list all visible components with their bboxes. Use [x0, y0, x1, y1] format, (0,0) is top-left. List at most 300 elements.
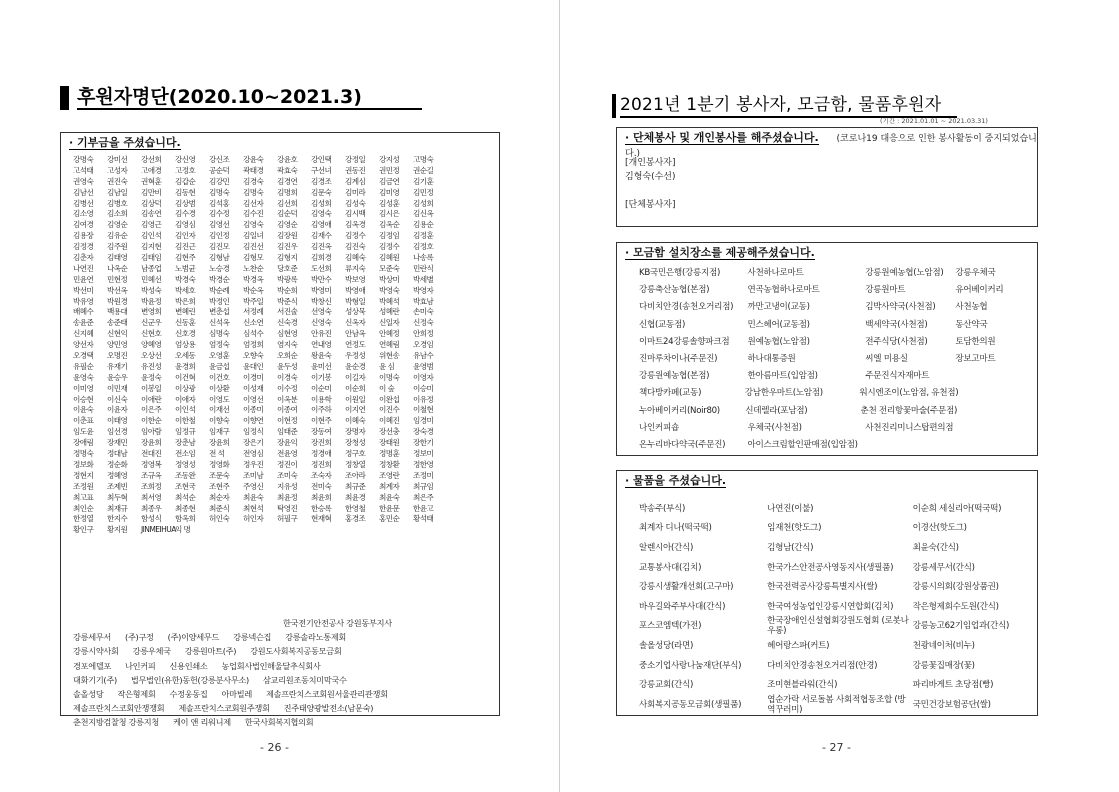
name-row: [73, 209, 491, 220]
donor-name: 신영숙: [311, 318, 332, 328]
goods-donor: 한국여성농업인강릉시연합회(김치): [767, 601, 894, 612]
location-name: 민스헤어(교동점): [747, 319, 810, 330]
donor-name: 김인석: [141, 231, 162, 241]
donor-name: 선영숙: [311, 307, 332, 317]
location-name: [957, 403, 1029, 420]
donor-name: 최윤숙: [243, 492, 264, 502]
donor-name: 윤승우: [107, 372, 128, 382]
donor-name: 이주하: [311, 405, 332, 415]
institution-row: [73, 701, 491, 715]
location-name: 사천농협: [955, 302, 988, 313]
donor-name: 이기봉: [311, 372, 332, 382]
donor-name: 장선충: [379, 427, 400, 437]
institution-name: 한국사회복지협의회: [244, 717, 314, 728]
donor-name: 김미영: [379, 187, 400, 197]
donor-name: 이건호: [209, 372, 230, 382]
donor-name: 이경미: [243, 372, 264, 382]
institution-name: 제솔프란치스코회원서울관리관쟁회: [265, 688, 388, 699]
donor-name: 이한철: [175, 416, 196, 426]
donor-name: 김수진: [243, 209, 264, 219]
institution-row: [73, 715, 491, 729]
donor-name: 권순길: [413, 165, 434, 175]
donor-name: [311, 525, 345, 536]
donor-name: 김형남: [209, 253, 230, 263]
location-name: 백세약국(사천점): [865, 319, 928, 330]
donor-name: 장진희: [311, 438, 332, 448]
location-row: [639, 317, 1029, 334]
goods-donor: 바우길와주부사대(간식): [639, 601, 726, 612]
location-name: 강릉원마트: [865, 285, 906, 296]
donor-name: 임선경: [107, 427, 128, 437]
donor-name: 허인숙: [209, 514, 230, 524]
institution-name: 농업회사법인해울달추식회사: [221, 660, 321, 671]
donor-name: 김계심: [345, 176, 366, 186]
donor-name: 이성재: [243, 383, 264, 393]
donor-name: 정창열: [345, 459, 366, 469]
name-row: [73, 166, 491, 177]
donor-name: 강미선: [107, 155, 128, 164]
name-row: [73, 329, 491, 340]
institution-name: 강원도사회복지공동모금회: [250, 646, 342, 657]
institution-name: 삼교리원조동치미막국수: [262, 674, 347, 685]
donor-name: [277, 525, 311, 536]
donor-name: 송준태: [107, 318, 128, 328]
location-row: [639, 420, 1029, 437]
title-bar-icon: [612, 94, 616, 118]
donor-name: 김춘자: [73, 253, 94, 263]
donor-name: 정보미: [413, 449, 434, 459]
right-page-number: - 27 -: [822, 741, 851, 754]
donor-name: 김기훈: [413, 176, 434, 186]
donor-name: 박윤정: [141, 296, 162, 306]
donor-name: 김영애: [311, 220, 332, 230]
donor-name: 박순희: [277, 285, 298, 295]
donor-name: 이경숙: [277, 372, 298, 382]
donor-name: 최종현: [175, 503, 196, 513]
goods-donor: 엽순가락 서로돌봄 사회적협동조합 (방역꾸러미): [767, 694, 906, 715]
donor-name: 양민영: [107, 340, 128, 350]
donor-name: 김경조: [311, 176, 332, 186]
donor-name: 이애란: [141, 394, 162, 404]
donor-name: 주영신: [243, 481, 264, 491]
donor-name: 정보화: [73, 459, 94, 469]
donor-name: 김태영: [107, 253, 128, 263]
donor-name: 염지숙: [277, 340, 298, 350]
donor-name: 김인자: [175, 231, 196, 241]
donor-name: 이한순: [141, 416, 162, 426]
donor-name: 이명숙: [379, 372, 400, 382]
name-row: [73, 416, 491, 427]
name-row: [73, 384, 491, 395]
donor-name: 김민정: [413, 187, 434, 197]
institution-name: (주)구정: [125, 632, 154, 643]
volunteer-note: (코로나19 대응으로 인한 봉사활동이 중지되었습니다.): [625, 134, 1037, 159]
goods-donor: 한국가스안전공사영동지사(생필품): [767, 562, 894, 573]
donor-name: 조희정: [141, 481, 162, 491]
donor-name: 김진우: [277, 242, 298, 252]
location-name: 강릉축산농협(본점): [639, 285, 710, 296]
donor-name: 김형모: [243, 253, 264, 263]
location-name: 토담한의원: [955, 336, 996, 347]
institution-name: 경포에델포: [73, 660, 112, 671]
donor-name: 이용학: [311, 394, 332, 404]
volunteer-list: [625, 156, 676, 212]
donor-name: 김시백: [345, 209, 366, 219]
donor-name: 김용순: [413, 220, 434, 230]
location-name: [955, 368, 1029, 385]
donor-name: 고명숙: [413, 155, 434, 164]
institution-name: 강릉시약사회: [73, 646, 119, 657]
donor-name: 송윤준: [73, 318, 94, 328]
donor-name: 김성숙: [345, 198, 366, 208]
donor-name: 나연진: [73, 263, 94, 273]
donor-name: 정영화: [209, 459, 230, 469]
donor-name: 최재규: [107, 503, 128, 513]
donor-name: 한영철: [345, 503, 366, 513]
institution-name: 나인커피: [125, 660, 156, 671]
donor-name: 김진선: [243, 242, 264, 252]
donor-name: 신소연: [243, 318, 264, 328]
donor-name: 함성식: [141, 514, 162, 524]
donor-name: 장태원: [379, 438, 400, 448]
donor-name: 모준숙: [379, 263, 400, 273]
donor-name: 유남수: [413, 351, 434, 361]
donor-name: 장은기: [243, 438, 264, 448]
donor-name: 이종미: [243, 405, 264, 415]
donor-name: 민란식: [413, 263, 434, 273]
donor-name: 최고표: [73, 492, 94, 502]
donor-name: 박세호: [175, 285, 196, 295]
donor-name: 고애경: [141, 165, 162, 175]
donor-name: 최윤경: [345, 492, 366, 502]
location-name: KB국민은행(강릉지점): [639, 268, 721, 278]
donor-name: 익 명: [175, 525, 191, 535]
goods-donor: 사회복지공동모금회(생필품): [639, 699, 742, 710]
donor-name: 정우진: [243, 459, 264, 469]
donor-name: 유진성: [141, 361, 162, 371]
donor-name: 김신옥: [413, 209, 434, 219]
location-name: 까만고냉이(교동): [747, 302, 810, 313]
donor-name: 김장원: [277, 231, 298, 241]
donor-name: 최두혁: [107, 492, 128, 502]
name-row: [73, 438, 491, 449]
donor-name: 전대진: [141, 449, 162, 459]
donor-name: 최종우: [141, 503, 162, 513]
institution-row: [73, 616, 491, 630]
donor-name: 한윤고: [413, 503, 434, 513]
donor-name: 현재혁: [311, 514, 332, 524]
donor-name: 이혜진: [379, 416, 400, 426]
donor-name: 오경택: [73, 351, 94, 361]
donor-name: 김명희: [277, 187, 298, 197]
donor-name: 이현정: [277, 416, 298, 426]
donor-name: 박만수: [311, 274, 332, 284]
location-name: 강릉우체국: [955, 268, 996, 278]
name-row: [73, 264, 491, 275]
donor-name: 강명숙: [73, 155, 94, 164]
donor-name: 당호준: [277, 263, 298, 273]
donor-name: 이윤자: [107, 405, 128, 415]
donor-name: 조영란: [379, 470, 400, 480]
location-name: [955, 437, 1029, 454]
donor-name: 김순덕: [277, 209, 298, 219]
donor-name: 김정수: [379, 242, 400, 252]
location-name: 신데렐라(포남점): [745, 405, 808, 416]
donor-name: 김현주: [175, 253, 196, 263]
donor-name: 김선자: [243, 198, 264, 208]
donor-name: 임경미: [413, 416, 434, 426]
institution-row: [73, 687, 491, 701]
donor-name: 전미숙: [311, 481, 332, 491]
goods-donor: 중소기업사랑나눔재단(부식): [639, 660, 742, 671]
location-name: 춘천 전리항꽃마술(주문점): [860, 405, 957, 416]
donor-name: 박경숙: [175, 274, 196, 284]
name-row: [73, 482, 491, 493]
donor-name: 장애림: [73, 438, 94, 448]
donor-name: 김혜원: [379, 253, 400, 263]
donor-name: 박보영: [345, 274, 366, 284]
location-name: 한아름마트(입암점): [747, 371, 818, 382]
donor-name: 위현송: [379, 351, 400, 361]
donation-box-header: · 기부금을 주셨습니다.: [69, 136, 181, 149]
name-row: [73, 514, 491, 525]
donor-name: 신지혜: [73, 329, 94, 339]
donor-name: 김인정: [209, 231, 230, 241]
donor-name: 이윤숙: [73, 405, 94, 415]
donor-name: 김명숙: [243, 187, 264, 197]
donor-name: 정영복: [141, 459, 162, 469]
donor-name: 손미숙: [413, 307, 434, 317]
donor-name: 이순미: [311, 383, 332, 393]
institution-row: [73, 630, 491, 644]
institution-name: 케이 앤 리워니제: [173, 717, 231, 728]
donor-name: 김정호: [413, 242, 434, 252]
donor-name: 홍경조: [345, 514, 366, 524]
goods-row: [639, 636, 1029, 656]
location-name: 사천진리미니스탑편의점: [865, 422, 954, 433]
donor-name: 이건혁: [175, 372, 196, 382]
donor-name: 장청성: [345, 438, 366, 448]
donor-name: 최계자: [379, 481, 400, 491]
donor-name: 정진희: [311, 459, 332, 469]
donor-name: 강신조: [209, 155, 230, 164]
left-page-number: - 26 -: [260, 741, 289, 754]
donor-name: 박영자: [413, 285, 434, 295]
institution-name: 솔올성당: [73, 688, 104, 699]
name-row: [73, 242, 491, 253]
institution-name: 춘천지방검찰청 강릉지청: [73, 717, 160, 728]
donor-name: 이유정: [413, 394, 434, 404]
donor-name: 허인자: [243, 514, 264, 524]
institution-name: 한국전기안전공사 강원동부지사: [283, 618, 392, 628]
donor-name: 조문숙: [209, 470, 230, 480]
donor-name: 윤경희: [175, 361, 196, 371]
location-row: [639, 351, 1029, 368]
institution-row: [73, 673, 491, 687]
location-row: [639, 334, 1029, 351]
institution-name: 제솔프란치스코회원주쟁회: [178, 703, 270, 714]
location-name: 전주식당(사천점): [865, 336, 928, 347]
donor-name: 이향연: [243, 416, 264, 426]
goods-box-header: · 물품을 주셨습니다.: [625, 474, 727, 487]
name-row: [73, 220, 491, 231]
donor-name: 신숙경: [277, 318, 298, 328]
donor-name: 최규임: [413, 481, 434, 491]
donor-name: 곽태경: [243, 165, 264, 175]
donor-name: 정한영: [413, 459, 434, 469]
donor-name: 정명숙: [73, 449, 94, 459]
donor-name: 홍민순: [379, 514, 400, 524]
donor-name: 심명숙: [209, 329, 230, 339]
donor-name: 김미라: [345, 187, 366, 197]
donor-name: 임도윤: [73, 427, 94, 437]
donor-name: 김수경: [175, 209, 196, 219]
donor-name: 황지원: [107, 525, 128, 535]
donor-name: 김문숙: [311, 187, 332, 197]
donor-name: 노찬순: [243, 263, 264, 273]
donor-name: 엄정희: [243, 340, 264, 350]
donor-name: 김성희: [311, 198, 332, 208]
donor-name: [209, 525, 243, 536]
donor-name: 조현국: [175, 481, 196, 491]
location-name: 우체국(사천점): [747, 422, 802, 433]
donor-name: 도선희: [311, 263, 332, 273]
donation-box-locations: [616, 242, 1038, 456]
location-name: 사천하나로마트: [747, 268, 804, 278]
donor-name: 이원일: [345, 394, 366, 404]
goods-donor: 국민건강보험공단(쌀): [912, 699, 991, 710]
donor-name: 장윤희: [141, 438, 162, 448]
goods-donor: 박송주(부식): [639, 503, 686, 514]
donor-name: 고석태: [73, 165, 94, 175]
goods-row: [639, 597, 1029, 617]
goods-row: [639, 695, 1029, 715]
donor-name: 김정임: [379, 231, 400, 241]
donor-name: 이종여: [277, 405, 298, 415]
donor-name: 이영도: [209, 394, 230, 404]
name-row: [73, 460, 491, 471]
donor-name: 변혜린: [175, 307, 196, 317]
donor-name: 이철현: [413, 405, 434, 415]
institution-name: 작은형제회: [117, 688, 156, 699]
donor-name: 김여경: [73, 220, 94, 230]
donor-name: 이태영: [107, 416, 128, 426]
goods-donor: 솔올성당(라면): [639, 640, 694, 651]
donor-name: 조미남: [243, 470, 264, 480]
donor-name: [379, 525, 413, 536]
donor-name: 이완섭: [379, 394, 400, 404]
donor-name: 최윤정: [277, 492, 298, 502]
donor-name: 이영선: [243, 394, 264, 404]
donor-name: 지유성: [277, 481, 298, 491]
goods-donor: 강릉시생활개선회(고구마): [639, 582, 734, 593]
name-row: [73, 471, 491, 482]
donor-name: 김시은: [379, 209, 400, 219]
donor-name: 이 숲: [379, 383, 395, 393]
donor-name: 김갑순: [175, 176, 196, 186]
donor-name: 유필순: [73, 361, 94, 371]
donor-name: 오향숙: [243, 351, 264, 361]
period-text: (기간 : 2021.01.01 ~ 2021.03.31): [880, 117, 988, 125]
donor-name: 이향숙: [209, 416, 230, 426]
donor-name: 황인구: [73, 525, 94, 535]
donor-name: 강선희: [141, 155, 162, 164]
donor-name: JINMEIHUA: [141, 525, 176, 535]
location-name: 나인커피숍: [639, 422, 680, 433]
donor-name: 김석홍: [209, 198, 230, 208]
donor-name: 조동완: [175, 470, 196, 480]
donor-name: 박혜석: [379, 296, 400, 306]
goods-donor: 최계자 디나(떡국떡): [639, 523, 712, 534]
volunteer-line: 김형숙(수선): [625, 172, 676, 182]
donor-name: 김지현: [141, 242, 162, 252]
donor-name: 권동진: [345, 165, 366, 175]
goods-donor: 다비치안경송천오거리점(안경): [767, 660, 878, 671]
location-row: [639, 437, 1029, 454]
donor-name: 서진술: [277, 307, 298, 317]
donor-name: 배혜수: [73, 307, 94, 317]
goods-donor: 포스코엠텍(가전): [639, 621, 702, 632]
donor-name: 노승경: [209, 263, 230, 273]
goods-donor: 이순희 세실리아(떡국떡): [912, 503, 1002, 514]
donor-name: 김상범: [175, 198, 196, 208]
donor-name: 김재수: [311, 231, 332, 241]
donor-name: 양선자: [73, 340, 94, 350]
goods-donor: 알렌시아(간식): [639, 542, 694, 553]
volunteer-line: [625, 184, 676, 198]
donor-name: 김영선: [209, 220, 230, 230]
donor-name: 정순화: [107, 459, 128, 469]
donor-name: 양혜영: [141, 340, 162, 350]
donor-name: 임아람: [141, 427, 162, 437]
goods-donor: 이경산(핫도그): [912, 523, 967, 534]
donor-name: 김정경: [73, 242, 94, 252]
goods-donor: 최윤숙(간식): [912, 542, 959, 553]
location-row: [639, 265, 1029, 282]
location-name: 책다방카페(교동): [639, 388, 702, 399]
right-title-text: 2021년 1분기 봉사자, 모금함, 물품후원자: [620, 94, 957, 118]
name-row: [73, 395, 491, 406]
donor-name: 신석옥: [209, 318, 230, 328]
donor-name: [243, 525, 277, 536]
donor-name: 김희경: [311, 253, 332, 263]
donor-name: 윤영숙: [73, 372, 94, 382]
donor-name: 신현익: [107, 329, 128, 339]
donor-name: 김성훈: [379, 198, 400, 208]
donor-name: 김남선: [73, 187, 94, 197]
donor-name: [345, 525, 379, 536]
goods-donor: 강릉농고62기임업과(간식): [912, 621, 1010, 632]
name-row: [73, 275, 491, 286]
donor-name: 신군우: [141, 318, 162, 328]
donor-name: 변춘섭: [209, 307, 230, 317]
donor-name: 이민재: [107, 383, 128, 393]
location-name: 하나대통증원: [747, 353, 796, 364]
donor-name: 윤대인: [243, 361, 264, 371]
location-row: [639, 368, 1029, 385]
donor-name: 최준식: [209, 503, 230, 513]
donor-name: 조정미: [413, 470, 434, 480]
institution-name: 법무법인(유한)동헌(강릉분사무소): [130, 674, 249, 685]
location-name: 강릉원예농협(노암점): [865, 268, 944, 278]
donor-name: 공순덕: [209, 165, 230, 175]
donor-name: 조정원: [73, 481, 94, 491]
goods-grid: [639, 499, 1029, 715]
donor-name: 전 석: [209, 449, 225, 459]
name-row: [73, 188, 491, 199]
donor-name: 서정례: [243, 307, 264, 317]
donor-name: 김진숙: [345, 242, 366, 252]
